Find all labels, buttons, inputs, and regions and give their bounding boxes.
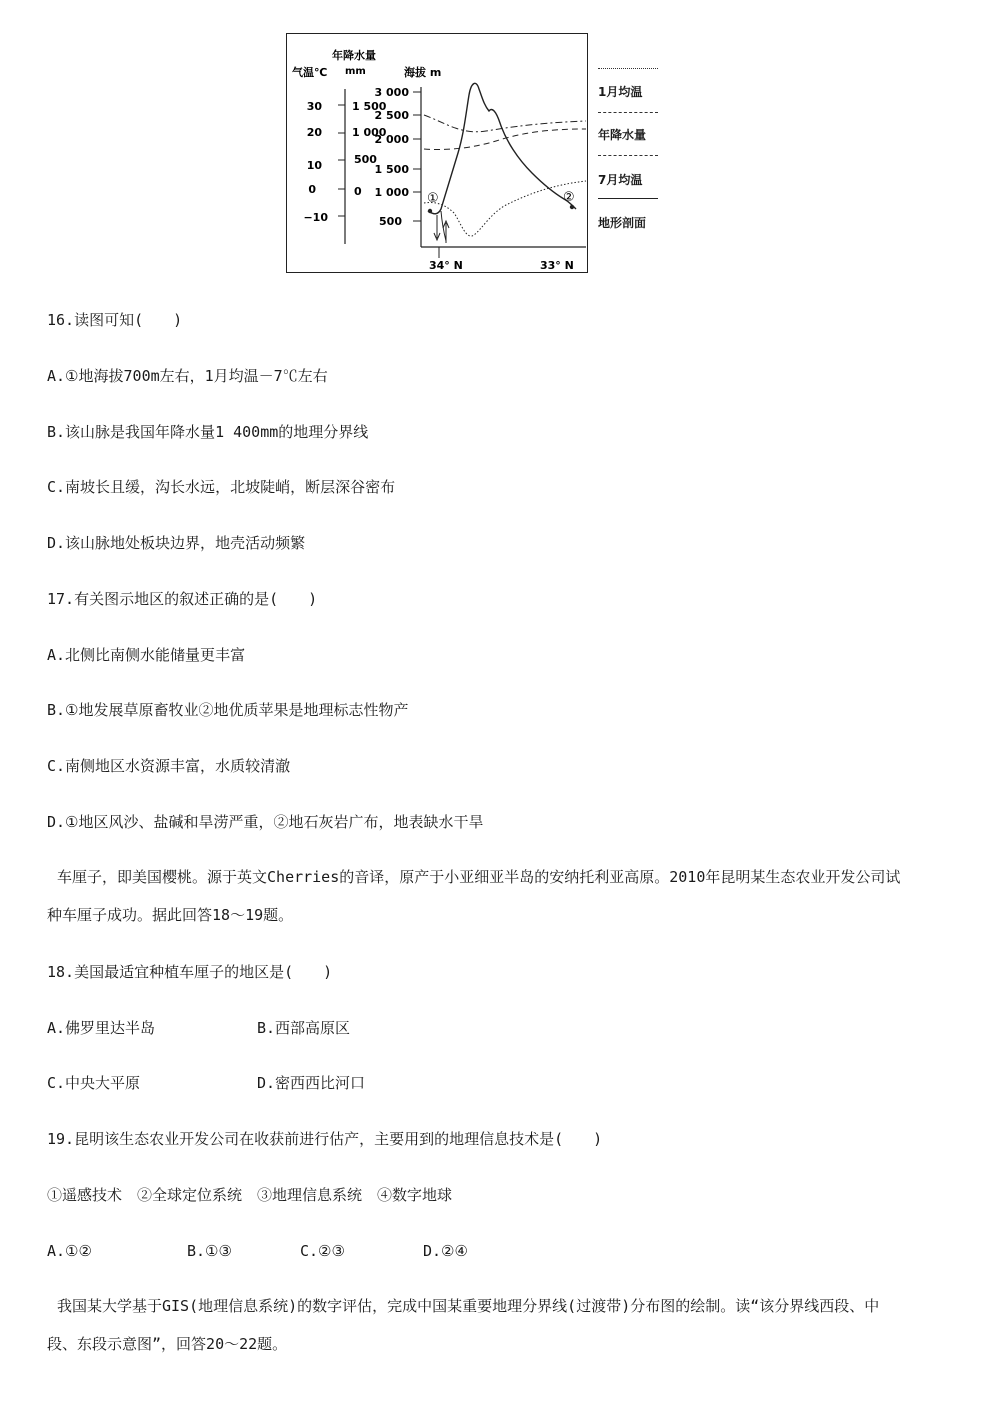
precip-axis-unit: mm [345,66,366,77]
question-16-option-b: B.该山脉是我国年降水量1 400mm的地理分界线 [47,423,369,441]
question-18-option-a: A.佛罗里达半岛 [47,1019,156,1037]
question-19-option-d: D.②④ [423,1242,468,1260]
lat-label-right: 33° N [540,259,574,272]
question-16-option-c: C.南坡长且缓，沟长水远，北坡陡峭，断层深谷密布 [47,478,396,496]
question-18-option-d: D.密西西比河口 [257,1074,366,1092]
jul-temp-curve [424,129,586,150]
terrain-legend-label: 地形剖面 [598,216,647,230]
question-16-stem: 16.读图可知( ) [47,311,183,329]
question-19-stem: 19.昆明该生态农业开发公司在收获前进行估产，主要用到的地理信息技术是( ) [47,1130,603,1148]
question-18-option-c: C.中央大平原 [47,1074,141,1092]
temp-tick: 0 [308,183,316,196]
point1-marker: ① [427,191,439,206]
terrain-profile-curve [428,83,576,213]
elev-tick: 2 000 [374,133,409,146]
precip-legend-swatch [598,112,658,113]
question-17-stem: 17.有关图示地区的叙述正确的是( ) [47,590,318,608]
question-17-option-a: A.北侧比南侧水能储量更丰富 [47,646,246,664]
question-17-option-d: D.①地区风沙、盐碱和旱涝严重，②地石灰岩广布，地表缺水干旱 [47,813,484,831]
jan-temp-legend-label: 1月均温 [598,85,643,99]
elev-tick: 1 500 [374,163,409,176]
elev-tick: 1 000 [374,186,409,199]
jul-temp-legend-swatch [598,155,658,156]
precip-legend-label: 年降水量 [598,128,647,142]
temp-tick: 30 [306,100,322,113]
temp-tick: −10 [303,211,328,224]
temp-tick: 20 [306,126,322,139]
question-16-option-d: D.该山脉地处板块边界，地壳活动频繁 [47,534,306,552]
passage-gis-boundary: 我国某大学基于GIS(地理信息系统)的数字评估，完成中国某重要地理分界线(过渡带)分布图的绘制。读“该分界线西段、中段、东段示意图”，回答20～22题。 [47,1297,880,1353]
question-19-items: ①遥感技术 ②全球定位系统 ③地理信息系统 ④数字地球 [47,1186,453,1204]
jul-temp-legend-label: 7月均温 [598,173,643,187]
point2-marker: ② [563,190,575,205]
precip-tick: 0 [354,185,362,198]
question-18-option-b: B.西部高原区 [257,1019,351,1037]
question-17-option-b: B.①地发展草原畜牧业②地优质苹果是地理标志性物产 [47,701,409,719]
terrain-legend-swatch [598,198,658,199]
elev-tick: 3 000 [374,86,409,99]
precip-tick: 500 [354,153,377,166]
precip-tick: 1 500 [352,100,387,113]
question-18-stem: 18.美国最适宜种植车厘子的地区是( ) [47,963,333,981]
jan-temp-legend-swatch [598,68,658,69]
temp-tick: 10 [306,159,322,172]
lat-label-left: 34° N [429,259,463,272]
precip-tick: 1 000 [352,126,387,139]
question-19-option-a: A.①② [47,1242,92,1260]
question-19-option-c: C.②③ [300,1242,345,1260]
elev-axis-title: 海拔 m [404,66,442,79]
elev-tick: 500 [379,215,402,228]
question-19-option-b: B.①③ [187,1242,232,1260]
climate-terrain-profile-figure [286,33,588,273]
elev-tick: 2 500 [374,109,409,122]
jan-temp-curve [424,181,586,236]
question-17-option-c: C.南侧地区水资源丰富，水质较清澈 [47,757,291,775]
temp-axis-title: 气温℃ [292,66,328,79]
precip-axis-title: 年降水量 [332,49,376,62]
question-16-option-a: A.①地海拔700m左右，1月均温－7℃左右 [47,367,328,385]
precip-curve [424,115,586,132]
figure-legend [590,60,670,240]
passage-cherries: 车厘子，即美国樱桃。源于英文Cherries的音译，原产于小亚细亚半岛的安纳托利亚高原。2010年昆明某生态农业开发公司试种车厘子成功。据此回答18～19题。 [47,868,901,924]
